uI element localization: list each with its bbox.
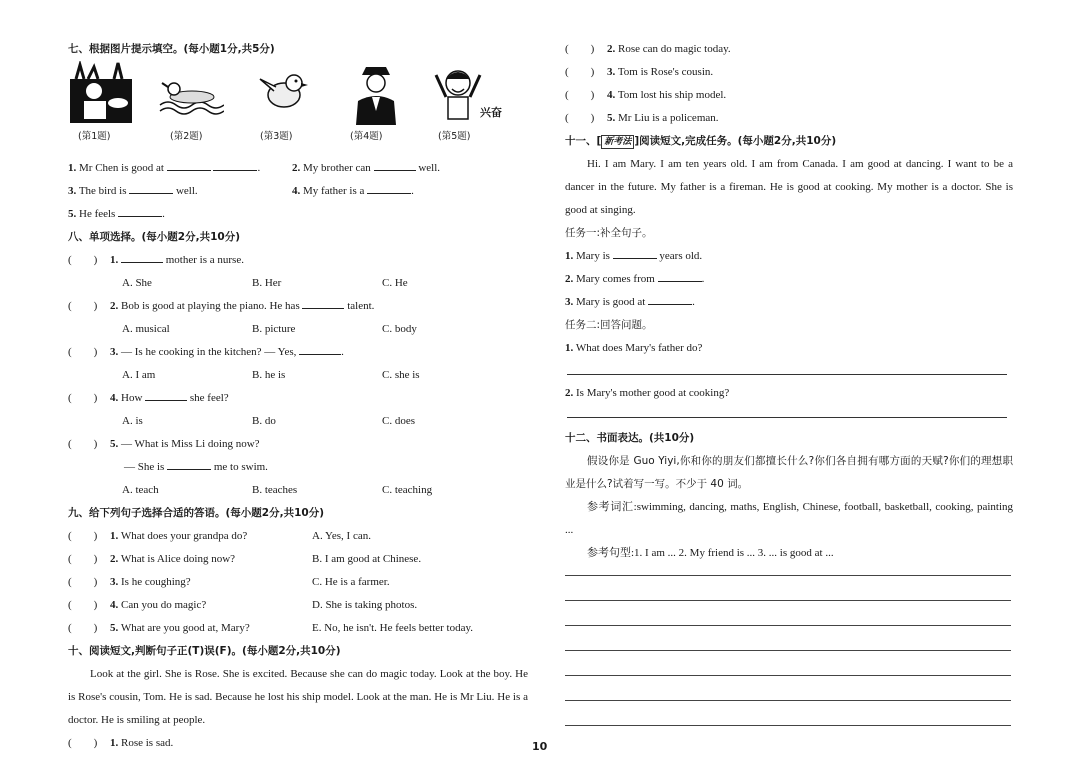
blank[interactable] xyxy=(374,158,416,171)
s8-q1: ( ) 1. mother is a nurse. xyxy=(68,249,528,272)
option[interactable]: C. she is xyxy=(382,369,420,381)
picture-row xyxy=(68,61,528,157)
s8-q5-line2: — She is me to swim. xyxy=(68,456,528,479)
s8-q3: ( ) 3. — Is he cooking in the kitchen? — Yes, . xyxy=(68,341,528,364)
s10-passage: Look at the girl. She is Rose. She is excited. Because she can do magic today. Look at the boy. He is Rose's cousin, Tom. He is sad. Because he lost his ship model. Look at the man. He is Mr Liu. He is a doctor. He is smiling at people. xyxy=(68,668,528,726)
caption-3: (第3题) xyxy=(260,131,293,142)
s8-q2-options xyxy=(68,318,528,341)
option[interactable]: A. teach xyxy=(122,484,159,496)
blank[interactable] xyxy=(367,181,411,194)
excited-boy-picture-icon xyxy=(428,61,488,125)
s8-q5: ( ) 5. — What is Miss Li doing now? xyxy=(68,438,260,450)
writing-line[interactable] xyxy=(565,650,1011,651)
writing-line[interactable] xyxy=(565,725,1011,726)
blank[interactable] xyxy=(658,269,702,282)
s10-q1: ( ) 1. Rose is sad. xyxy=(68,737,174,749)
blank[interactable] xyxy=(167,457,211,470)
caption-4: (第4题) xyxy=(350,131,383,142)
section-7-heading: 七、根据图片提示填空。(每小题1分,共5分) xyxy=(68,43,275,55)
writing-line[interactable] xyxy=(565,700,1011,701)
s7-q3-q4: 3. The bird is well. 4. My father is a . xyxy=(68,180,528,203)
s9-row: ( ) 3. Is he coughing? C. He is a farmer. xyxy=(68,576,390,588)
option[interactable]: A. I am xyxy=(122,369,156,381)
task-2-label: 任务二:回答问题。 xyxy=(565,319,653,331)
s11-t1-row: 3. Mary is good at . xyxy=(565,291,1013,314)
option[interactable]: A. musical xyxy=(122,323,170,335)
writing-line[interactable] xyxy=(565,625,1011,626)
caption-5: (第5题) xyxy=(438,131,471,142)
s7-q5: 5. He feels . xyxy=(68,203,528,226)
s8-q5-options xyxy=(68,479,528,502)
blank[interactable] xyxy=(213,158,257,171)
writing-line[interactable] xyxy=(565,600,1011,601)
option[interactable]: C. He xyxy=(382,277,408,289)
writing-line[interactable] xyxy=(565,575,1011,576)
s12-vocab: 参考词汇:swimming, dancing, maths, English, Chinese, football, basketball, cooking, painting ... xyxy=(565,501,1013,536)
option[interactable]: A. She xyxy=(122,277,152,289)
s10-row: ( ) 5. Mr Liu is a policeman. xyxy=(565,112,719,124)
caption-1: (第1题) xyxy=(78,131,111,142)
s12-sentences: 参考句型:1. I am ... 2. My friend is ... 3. ... is good at ... xyxy=(587,547,834,559)
writing-area xyxy=(565,575,1013,726)
s10-row: ( ) 2. Rose can do magic today. xyxy=(565,43,731,55)
section-12-heading: 十二、书面表达。(共10分) xyxy=(565,432,695,444)
blank[interactable] xyxy=(299,342,341,355)
blank[interactable] xyxy=(648,292,692,305)
blank[interactable] xyxy=(129,181,173,194)
option[interactable]: C. body xyxy=(382,323,417,335)
s11-t1-row: 2. Mary comes from . xyxy=(565,268,1013,291)
section-8-heading: 八、单项选择。(每小题2分,共10分) xyxy=(68,231,241,243)
writing-line[interactable] xyxy=(565,675,1011,676)
option[interactable]: B. do xyxy=(252,415,276,427)
s11-passage: Hi. I am Mary. I am ten years old. I am from Canada. I am good at dancing. I want to be a dancer in the future. My father is a fireman. He is good at cooking. My mother is a doctor. She is good at singing. xyxy=(565,158,1013,216)
caption-2: (第2题) xyxy=(170,131,203,142)
answer-line[interactable] xyxy=(567,374,1007,375)
section-10-heading: 十、阅读短文,判断句子正(T)误(F)。(每小题2分,共10分) xyxy=(68,645,341,657)
policeman-picture-icon xyxy=(346,61,406,125)
s11-t1-row: 1. Mary is years old. xyxy=(565,245,1013,268)
option[interactable]: B. picture xyxy=(252,323,296,335)
s9-row: ( ) 1. What does your grandpa do? A. Yes, I can. xyxy=(68,530,371,542)
s12-prompt: 假设你是 Guo Yiyi,你和你的朋友们都擅长什么?你们各自拥有哪方面的天赋?你们的理想职业是什么?试着写一写。不少于 40 词。 xyxy=(565,455,1013,490)
s8-q3-options xyxy=(68,364,528,387)
s9-row: ( ) 4. Can you do magic? D. She is taking photos. xyxy=(68,599,418,611)
page-number: 10 xyxy=(532,740,548,753)
s8-q1-options xyxy=(68,272,528,295)
s9-row: ( ) 2. What is Alice doing now? B. I am good at Chinese. xyxy=(68,553,422,565)
answer-line[interactable] xyxy=(567,417,1007,418)
task-1-label: 任务一:补全句子。 xyxy=(565,227,653,239)
section-9-heading: 九、给下列句子选择合适的答语。(每小题2分,共10分) xyxy=(68,507,325,519)
option[interactable]: A. is xyxy=(122,415,143,427)
s9-row: ( ) 5. What are you good at, Mary? E. No, he isn't. He feels better today. xyxy=(68,622,474,634)
s8-q2: ( ) 2. Bob is good at playing the piano. He has talent. xyxy=(68,295,528,318)
option[interactable]: C. teaching xyxy=(382,484,433,496)
pic5-label: 兴奋 xyxy=(480,106,502,119)
blank[interactable] xyxy=(121,250,163,263)
swimmer-picture-icon xyxy=(158,61,224,125)
left-column xyxy=(68,38,528,755)
blank[interactable] xyxy=(613,246,657,259)
s10-row: ( ) 4. Tom lost his ship model. xyxy=(565,89,727,101)
s7-q1-q2: 1. Mr Chen is good at . 2. My brother can well. xyxy=(68,157,528,180)
blank[interactable] xyxy=(167,158,211,171)
option[interactable]: B. teaches xyxy=(252,484,298,496)
bird-picture-icon xyxy=(254,61,314,125)
s11-t2-q1: 1. What does Mary's father do? xyxy=(565,342,703,354)
option[interactable]: C. does xyxy=(382,415,415,427)
option[interactable]: B. Her xyxy=(252,277,282,289)
s8-q4: ( ) 4. How she feel? xyxy=(68,387,528,410)
cook-picture-icon xyxy=(68,61,134,125)
s8-q4-options xyxy=(68,410,528,433)
s11-t2-q2: 2. Is Mary's mother good at cooking? xyxy=(565,387,730,399)
right-column xyxy=(565,38,1013,750)
s10-row: ( ) 3. Tom is Rose's cousin. xyxy=(565,66,714,78)
blank[interactable] xyxy=(118,204,162,217)
blank[interactable] xyxy=(145,388,187,401)
blank[interactable] xyxy=(302,296,344,309)
option[interactable]: B. he is xyxy=(252,369,286,381)
section-11-heading: 十一、[ 新考法 ]阅读短文,完成任务。(每小题2分,共10分) xyxy=(565,135,837,147)
new-method-tag: 新考法 xyxy=(601,135,634,149)
